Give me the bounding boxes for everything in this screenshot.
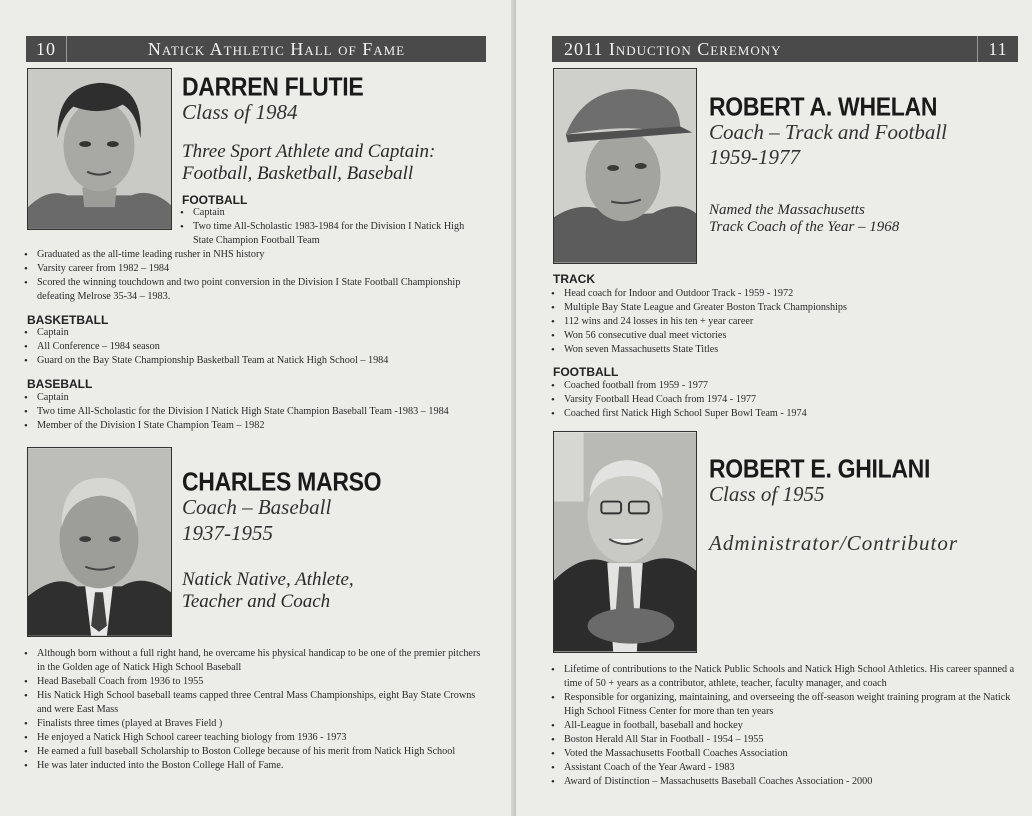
list-item: • Captain <box>22 391 490 405</box>
ghilani-list <box>549 663 1017 789</box>
list-item: • His Natick High School baseball teams capped three Central Mass Championships, eight Bay State Crowns and were East Mass <box>22 689 488 717</box>
list-item: • Captain <box>178 206 486 220</box>
marso-years: 1937-1955 <box>182 521 273 545</box>
list-item: • Won 56 consecutive dual meet victories <box>549 329 989 343</box>
ghilani-name: ROBERT E. GHILANI <box>709 454 931 484</box>
banner-title: 2011 Induction Ceremony <box>564 38 782 59</box>
list-item: • Assistant Coach of the Year Award - 1983 <box>549 761 1017 775</box>
right-page-banner <box>552 36 1018 62</box>
list-item: • He was later inducted into the Boston College Hall of Fame. <box>22 759 488 773</box>
flutie-baseball-heading: BASEBALL <box>27 377 93 391</box>
marso-photo <box>27 447 172 637</box>
ghilani-photo <box>553 431 697 653</box>
list-item: • Coached first Natick High School Super Bowl Team - 1974 <box>549 407 989 421</box>
flutie-basketball-heading: BASKETBALL <box>27 313 109 327</box>
list-item: • Scored the winning touchdown and two point conversion in the Division I State Football Championship defeating Melrose 35-34 – 1983. <box>22 276 486 304</box>
list-item: • Boston Herald All Star in Football - 1954 – 1955 <box>549 733 1017 747</box>
marso-tagline-1: Natick Native, Athlete, <box>182 569 354 590</box>
page-number: 10 <box>36 38 56 59</box>
list-item: • Captain <box>22 326 486 340</box>
whelan-years: 1959-1977 <box>709 145 800 169</box>
ghilani-role: Administrator/Contributor <box>709 531 959 555</box>
list-item: • Member of the Division I State Champion Team – 1982 <box>22 419 490 433</box>
page-number: 11 <box>988 38 1008 59</box>
whelan-tagline-1: Named the Massachusetts <box>709 202 865 218</box>
list-item: • Varsity Football Head Coach from 1974 - 1977 <box>549 393 989 407</box>
flutie-tagline-1: Three Sport Athlete and Captain: <box>182 141 436 162</box>
list-item: • Responsible for organizing, maintaining, and overseeing the off-season weight training program at the Natick High School Fitness Center for more than ten years <box>549 691 1017 719</box>
list-item: • Won seven Massachusetts State Titles <box>549 343 989 357</box>
list-item: • Head Baseball Coach from 1936 to 1955 <box>22 675 488 689</box>
ghilani-portrait-image <box>554 432 696 652</box>
whelan-role: Coach – Track and Football <box>709 120 947 144</box>
flutie-baseball-list <box>22 391 490 433</box>
flutie-name: DARREN FLUTIE <box>182 72 364 102</box>
marso-portrait-image <box>28 448 171 636</box>
right-page <box>516 0 1032 816</box>
flutie-football-list <box>178 206 486 248</box>
flutie-photo <box>27 68 172 230</box>
marso-role: Coach – Baseball <box>182 495 332 519</box>
list-item: • Finalists three times (played at Braves Field ) <box>22 717 488 731</box>
flutie-tagline-2: Football, Basketball, Baseball <box>182 163 414 184</box>
list-item: • He enjoyed a Natick High School career teaching biology from 1936 - 1973 <box>22 731 488 745</box>
banner-title: Natick Athletic Hall of Fame <box>147 38 406 59</box>
list-item: • All Conference – 1984 season <box>22 340 486 354</box>
list-item: • 112 wins and 24 losses in his ten + year career <box>549 315 989 329</box>
whelan-portrait-image <box>554 69 696 263</box>
whelan-football-list <box>549 379 989 421</box>
list-item: • Head coach for Indoor and Outdoor Track - 1959 - 1972 <box>549 287 989 301</box>
list-item: • Although born without a full right hand, he overcame his physical handicap to be one of the premier pitchers in the Golden age of Natick High School Baseball <box>22 647 488 675</box>
list-item: • Varsity career from 1982 – 1984 <box>22 262 486 276</box>
flutie-class: Class of 1984 <box>182 100 298 124</box>
whelan-photo <box>553 68 697 264</box>
whelan-football-heading: FOOTBALL <box>553 365 619 379</box>
list-item: • Voted the Massachusetts Football Coaches Association <box>549 747 1017 761</box>
whelan-track-heading: TRACK <box>553 272 595 286</box>
list-item: • Lifetime of contributions to the Natick Public Schools and Natick High School Athletics. His career spanned a time of 50 + years as a contributor, athlete, teacher, faculty manager, and coach <box>549 663 1017 691</box>
list-item: • Multiple Bay State League and Greater Boston Track Championships <box>549 301 989 315</box>
whelan-track-list <box>549 287 989 357</box>
flutie-football-heading: FOOTBALL <box>182 193 248 207</box>
list-item: • All-League in football, baseball and hockey <box>549 719 1017 733</box>
list-item: • Award of Distinction – Massachusetts Baseball Coaches Association - 2000 <box>549 775 1017 789</box>
ghilani-class: Class of 1955 <box>709 482 825 506</box>
flutie-general-list <box>22 248 486 304</box>
marso-name: CHARLES MARSO <box>182 467 382 497</box>
list-item: • Graduated as the all-time leading rusher in NHS history <box>22 248 486 262</box>
flutie-basketball-list <box>22 326 486 368</box>
whelan-name: ROBERT A. WHELAN <box>709 92 938 122</box>
list-item: • Two time All-Scholastic for the Division I Natick High State Champion Baseball Team -1983 – 1984 <box>22 405 490 419</box>
list-item: • Coached football from 1959 - 1977 <box>549 379 989 393</box>
whelan-tagline-2: Track Coach of the Year – 1968 <box>709 219 900 235</box>
left-page-banner <box>26 36 486 62</box>
list-item: • Two time All-Scholastic 1983-1984 for the Division I Natick High State Champion Football Team <box>178 220 486 248</box>
list-item: • He earned a full baseball Scholarship to Boston College because of his merit from Natick High School <box>22 745 488 759</box>
marso-tagline-2: Teacher and Coach <box>182 591 331 612</box>
list-item: • Guard on the Bay State Championship Basketball Team at Natick High School – 1984 <box>22 354 486 368</box>
flutie-portrait-image <box>28 69 171 229</box>
marso-list <box>22 647 488 773</box>
